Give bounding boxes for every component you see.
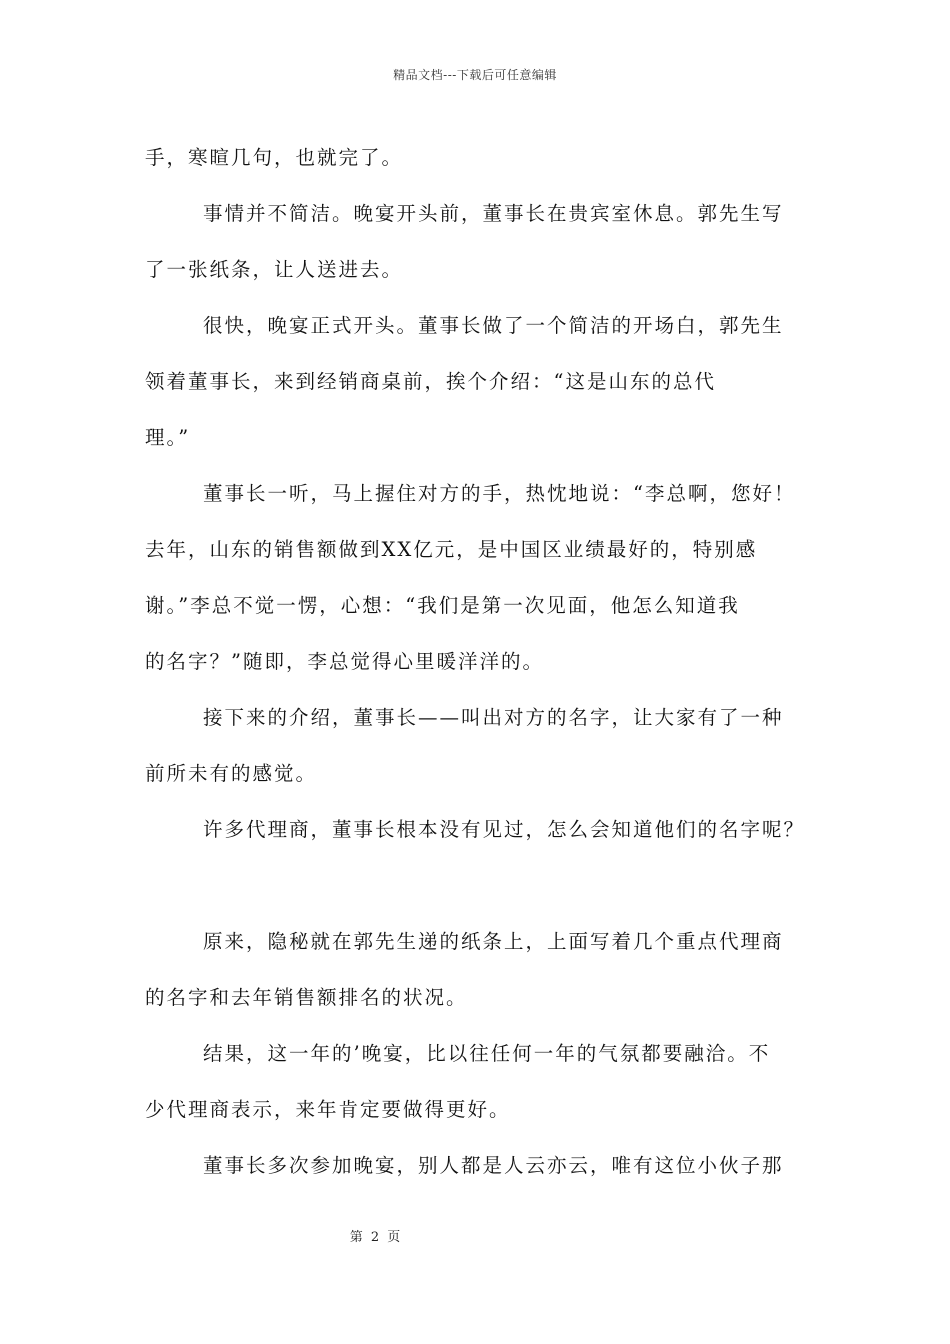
- page-header: 精品文档---下载后可任意编辑: [393, 68, 557, 82]
- paragraph-start-line: 董事长多次参加晚宴，别人都是人云亦云，唯有这位小伙子那: [203, 1154, 784, 1177]
- paragraph-start-line: 很快，晚宴正式开头。董事长做了一个简洁的开场白，郭先生: [203, 314, 784, 337]
- paragraph-start-line: 许多代理商，董事长根本没有见过，怎么会知道他们的名字呢？: [203, 818, 806, 841]
- paragraph-start-line: 原来，隐秘就在郭先生递的纸条上，上面写着几个重点代理商: [203, 930, 784, 953]
- paragraph-start-line: 事情并不简洁。晚宴开头前，董事长在贵宾室休息。郭先生写: [203, 202, 784, 225]
- text-line: 的名字和去年销售额排名的状况。: [145, 986, 468, 1009]
- text-line: 少代理商表示，来年肯定要做得更好。: [145, 1098, 511, 1121]
- paragraph-start-line: 接下来的介绍，董事长——叫出对方的名字，让大家有了一种: [203, 706, 784, 729]
- document-body: [145, 130, 835, 1194]
- text-line: 的名字？”随即，李总觉得心里暖洋洋的。: [145, 650, 544, 673]
- text-line: 理。”: [145, 426, 191, 449]
- text-line: 谢。”李总不觉一愣，心想：“我们是第一次见面，他怎么知道我: [145, 594, 740, 617]
- text-line: 手，寒暄几句，也就完了。: [145, 146, 404, 169]
- text-line: 前所未有的感觉。: [145, 762, 318, 785]
- text-line: 去年，山东的销售额做到XX亿元，是中国区业绩最好的，特别感: [145, 538, 758, 561]
- paragraph-gap: [145, 858, 835, 914]
- text-line: 了一张纸条，让人送进去。: [145, 258, 404, 281]
- paragraph-start-line: 结果，这一年的’晚宴，比以往任何一年的气氛都要融洽。不: [203, 1042, 771, 1065]
- paragraph-start-line: 董事长一听，马上握住对方的手，热忱地说：“李总啊，您好！: [203, 482, 796, 505]
- text-line: 领着董事长，来到经销商桌前，挨个介绍：“这是山东的总代: [145, 370, 716, 393]
- page-number: 第 2 页: [349, 1230, 401, 1245]
